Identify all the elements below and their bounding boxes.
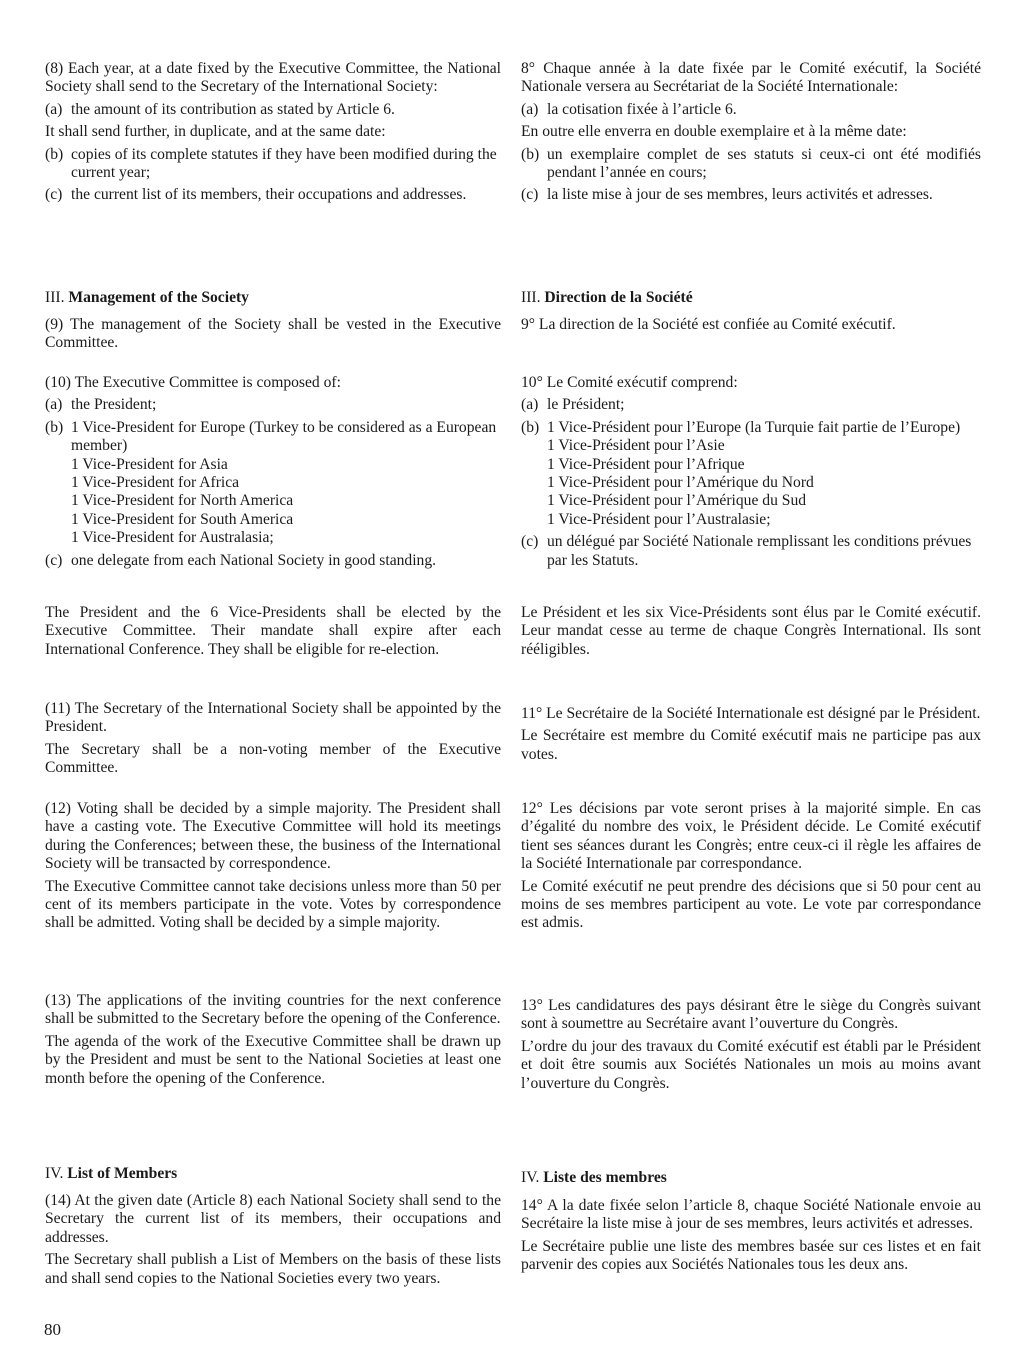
right-article-10 <box>521 374 981 570</box>
left-article-10 <box>45 374 501 570</box>
right-art10-item-c: (c) un délégué par Société Nationale remplissant les conditions prévues par les Statuts. <box>521 533 972 569</box>
right-section-4-heading: IV. Liste des membres <box>521 1169 667 1186</box>
left-article-11: (11) The Secretary of the International Society shall be appointed by the President. The Secretary shall be a non-voting member of the Executive Committee. <box>45 700 501 777</box>
right-article-9: 9° La direction de la Société est confiée au Comité exécutif. <box>521 316 896 333</box>
right-art10-intro: 10° Le Comité exécutif comprend: <box>521 374 738 391</box>
left-article-14: (14) At the given date (Article 8) each National Society shall send to the Secretary the current list of its members, their occupations and addresses. The Secretary shall publish a List of Members on the basis of these lists and shall send copies to the National Societies every two years. <box>45 1192 501 1287</box>
left-art10-item-a: (a) the President; <box>45 396 157 414</box>
left-art8-mid: It shall send further, in duplicate, and at the same date: <box>45 123 386 141</box>
left-article-9: (9) The management of the Society shall be vested in the Executive Committee. <box>45 316 501 352</box>
left-art8-item-b: (b) copies of its complete statutes if they have been modified during the current year; <box>45 145 497 182</box>
left-art8-item-c: (c) the current list of its members, their occupations and addresses. <box>45 186 467 204</box>
left-art8-intro: (8) Each year, at a date fixed by the Executive Committee, the National Society shall send to the Secretary of the International Society: <box>45 60 501 96</box>
right-art8-item-c: (c) la liste mise à jour de ses membres, leurs activités et adresses. <box>521 186 933 204</box>
left-art8-item-a: (a) the amount of its contribution as stated by Article 6. <box>45 100 395 118</box>
left-section-3-heading: III. Management of the Society <box>45 289 249 306</box>
right-art10-item-b: (b) 1 Vice-Président pour l’Europe (la Turquie fait partie de l’Europe) 1 Vice-Président pour l’Asie 1 Vice-Président pour l’Afrique 1 Vice-Président pour l’Amérique du Nord 1 Vice-Président pour l’Amérique du Sud 1 Vice-Président pour l’Australasie; <box>521 418 961 528</box>
left-article-13: (13) The applications of the inviting countries for the next conference shall be submitted to the Secretary before the opening of the Conference. The agenda of the work of the Executive Committee shall be drawn up by the President and must be sent to the National Societies at least one month before the opening of the Conference. <box>45 992 501 1087</box>
left-art10-paragraph: The President and the 6 Vice-Presidents shall be elected by the Executive Committee. Their mandate shall expire after each International Conference. They shall be eligible for re-election. <box>45 604 501 658</box>
left-article-12: (12) Voting shall be decided by a simple majority. The President shall have a casting vote. The Executive Committee will hold its meetings during the Conferences; between these, the business of the International Society will be transacted by correspondence. The Executive Committee cannot take decisions unless more than 50 per cent of its members participate in the vote. Votes by correspondence shall be admitted. Voting shall be decided by a simple majority. <box>45 800 501 932</box>
right-art10-item-a: (a) le Président; <box>521 396 625 414</box>
right-article-13: 13° Les candidatures des pays désirant être le siège du Congrès suivant sont à soumettre au Secrétaire avant l’ouverture du Congrès. L’ordre du jour des travaux du Comité exécutif est établi par le Président et doit être soumis aux Sociétés Nationales un mois au moins avant l’ouverture du Congrès. <box>521 997 981 1092</box>
left-art10-item-b: (b) 1 Vice-President for Europe (Turkey to be considered as a European member) 1 Vice-President for Asia 1 Vice-President for Africa 1 Vice-President for North America 1 Vice-President for South America 1 Vice-President for Australasia; <box>45 418 497 547</box>
left-art10-item-c: (c) one delegate from each National Society in good standing. <box>45 551 437 569</box>
left-section-4-heading: IV. List of Members <box>45 1165 178 1182</box>
right-art8-item-a: (a) la cotisation fixée à l’article 6. <box>521 100 737 118</box>
right-art10-paragraph: Le Président et les six Vice-Présidents sont élus par le Comité exécutif. Leur mandat cesse au terme de chaque Congrès International. Ils sont rééligibles. <box>521 604 981 658</box>
right-section-3-heading: III. Direction de la Société <box>521 289 693 306</box>
left-article-8 <box>45 60 501 205</box>
page-number: 80 <box>44 1320 61 1339</box>
right-article-8 <box>521 60 981 205</box>
right-article-11: 11° Le Secrétaire de la Société Internationale est désigné par le Président. Le Secrétaire est membre du Comité exécutif mais ne participe pas aux votes. <box>521 705 981 763</box>
right-art8-mid: En outre elle enverra en double exemplaire et à la même date: <box>521 123 907 141</box>
right-article-14: 14° A la date fixée selon l’article 8, chaque Société Nationale envoie au Secrétaire la liste mise à jour de ses membres, leurs activités et adresses. Le Secrétaire publie une liste des membres basée sur ces listes et en fait parvenir des copies aux Sociétés Nationales tous les deux ans. <box>521 1197 981 1274</box>
right-article-12: 12° Les décisions par vote seront prises à la majorité simple. En cas d’égalité du nombre des voix, le Président décide. Le Comité exécutif tient ses séances durant les Congrès; entre ceux-ci il règle les affaires de la Société Internationale par correspondance. Le Comité exécutif ne peut prendre des décisions que si 50 pour cent au moins de ses membres participent au vote. Le vote par correspondance est admis. <box>521 800 981 932</box>
right-art8-intro: 8° Chaque année à la date fixée par le Comité exécutif, la Société Nationale versera au Secrétariat de la Société Internationale: <box>521 60 981 96</box>
left-art10-intro: (10) The Executive Committee is composed of: <box>45 374 341 391</box>
right-art8-item-b: (b) un exemplaire complet de ses statuts si ceux-ci ont été modifiés pendant l’année en cours; <box>521 145 981 182</box>
